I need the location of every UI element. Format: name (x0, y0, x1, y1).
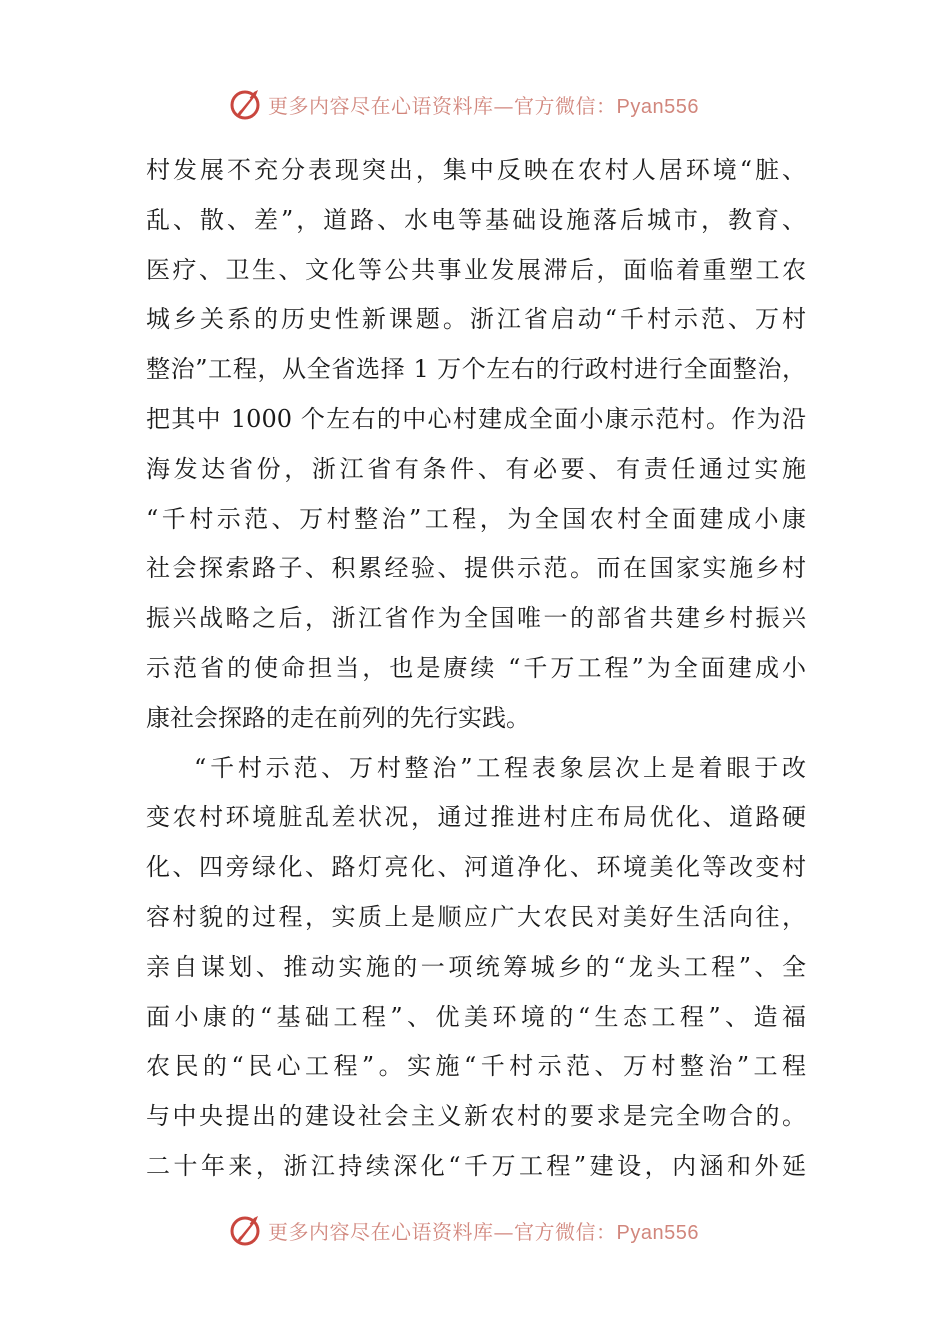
header-watermark (228, 84, 699, 124)
text-line: 示范省的使命担当，也是赓续 “千万工程”为全面建成小 (146, 653, 806, 682)
text-line: 城乡关系的历史性新课题。浙江省启动“千村示范、万村 (146, 305, 806, 334)
text-line: 振兴战略之后，浙江省作为全国唯一的部省共建乡村振兴 (146, 604, 806, 633)
watermark-prefix: 更多内容尽在心语资料库—官方微信： (268, 93, 617, 118)
text-line: 二十年来，浙江持续深化“千万工程”建设，内涵和外延 (146, 1151, 806, 1180)
text-line: 变农村环境脏乱差状况，通过推进村庄布局优化、道路硬 (146, 803, 806, 832)
text-line: 整治”工程，从全省选择 1 万个左右的行政村进行全面整治， (146, 355, 806, 384)
footer-watermark (228, 1210, 699, 1250)
body-text (146, 146, 806, 1192)
text-line: 与中央提出的建设社会主义新农村的要求是完全吻合的。 (146, 1102, 806, 1131)
quill-logo-icon (228, 1212, 264, 1248)
text-line: “千村示范、万村整治”工程，为全国农村全面建成小康 (146, 504, 806, 533)
text-line: 面小康的“基础工程”、优美环境的“生态工程”、造福 (146, 1002, 806, 1031)
text-line: 海发达省份，浙江省有条件、有必要、有责任通过实施 (146, 454, 806, 483)
text-line: 康社会探路的走在前列的先行实践。 (146, 703, 530, 732)
text-line: 乱、散、差”，道路、水电等基础设施落后城市，教育、 (146, 205, 806, 234)
text-line: 亲自谋划、推动实施的一项统筹城乡的“龙头工程”、全 (146, 952, 806, 981)
watermark-wechat-id: Pyan556 (616, 95, 699, 118)
text-line: 把其中 1000 个左右的中心村建成全面小康示范村。作为沿 (146, 404, 806, 433)
quill-logo-icon (228, 86, 264, 122)
text-line: 社会探索路子、积累经验、提供示范。而在国家实施乡村 (146, 554, 806, 583)
watermark-prefix: 更多内容尽在心语资料库—官方微信： (268, 1219, 617, 1244)
text-line: 容村貌的过程，实质上是顺应广大农民对美好生活向往， (146, 902, 806, 931)
text-line: 农民的“民心工程”。实施“千村示范、万村整治”工程 (146, 1052, 806, 1081)
text-line: 化、四旁绿化、路灯亮化、河道净化、环境美化等改变村 (146, 853, 806, 882)
text-line: 医疗、卫生、文化等公共事业发展滞后，面临着重塑工农 (146, 255, 806, 284)
text-line: 村发展不充分表现突出，集中反映在农村人居环境“脏、 (146, 156, 806, 184)
text-line: “千村示范、万村整治”工程表象层次上是着眼于改 (194, 753, 806, 782)
watermark-wechat-id: Pyan556 (616, 1221, 699, 1244)
